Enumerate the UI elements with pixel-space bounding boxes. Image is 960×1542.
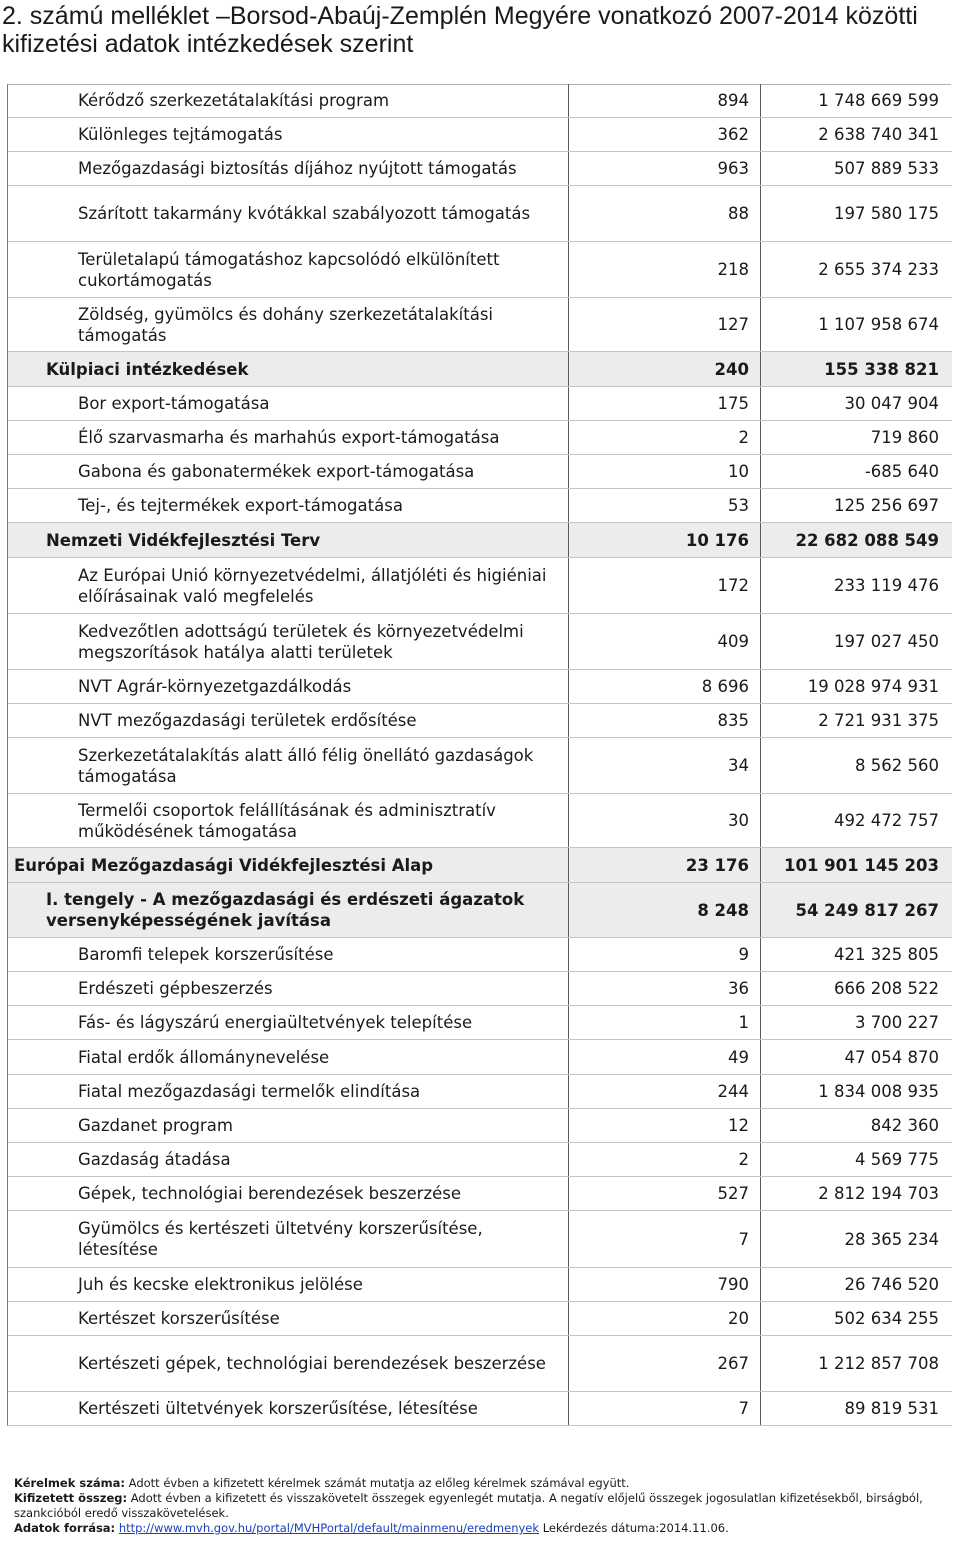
row-request-count: 10 [568,455,755,488]
row-paid-amount: 2 812 194 703 [760,1177,952,1210]
table-row [8,670,952,704]
row-request-count: 127 [568,298,755,351]
row-request-count: 527 [568,1177,755,1210]
row-paid-amount: 842 360 [760,1109,952,1142]
table-row [8,794,952,848]
row-paid-amount: 54 249 817 267 [760,883,952,937]
row-request-count: 240 [568,352,755,386]
row-paid-amount: 3 700 227 [760,1006,952,1039]
table-row [8,1040,952,1075]
table-row [8,1268,952,1302]
row-paid-amount: 1 212 857 708 [760,1336,952,1391]
footnote-requests [14,1476,944,1491]
row-paid-amount: 30 047 904 [760,387,952,420]
row-label: Kertészeti ültetvények korszerűsítése, létesítése [78,1399,478,1418]
row-paid-amount: 19 028 974 931 [760,670,952,703]
table-row [8,421,952,455]
row-request-count: 12 [568,1109,755,1142]
row-request-count: 1 [568,1006,755,1039]
row-label: Kertészet korszerűsítése [78,1309,280,1328]
table-row [8,1392,952,1426]
row-request-count: 267 [568,1336,755,1391]
row-label: NVT Agrár-környezetgazdálkodás [78,677,352,696]
row-request-count: 244 [568,1075,755,1108]
table-row [8,489,952,523]
row-label: Mezőgazdasági biztosítás díjához nyújtott támogatás [78,159,517,178]
row-paid-amount: 2 638 740 341 [760,118,952,151]
table-row [8,242,952,298]
row-request-count: 7 [568,1392,755,1425]
row-label: Nemzeti Vidékfejlesztési Terv [46,530,321,550]
row-request-count: 30 [568,794,755,847]
table-row [8,848,952,883]
row-paid-amount: 507 889 533 [760,152,952,185]
table-row [8,1109,952,1143]
footnotes [14,1476,944,1536]
table-row [8,1075,952,1109]
footnote-amount [14,1491,944,1521]
row-request-count: 88 [568,186,755,241]
table-row [8,186,952,242]
row-paid-amount: 47 054 870 [760,1040,952,1074]
row-request-count: 2 [568,421,755,454]
footnote-amount-key: Kifizetett összeg: [14,1491,128,1505]
table-row [8,1302,952,1336]
table-row [8,614,952,670]
row-paid-amount: 155 338 821 [760,352,952,386]
row-request-count: 790 [568,1268,755,1301]
row-request-count: 9 [568,938,755,971]
row-label: Erdészeti gépbeszerzés [78,979,273,998]
row-label: Az Európai Unió környezetvédelmi, állatjóléti és higiéniai előírásainak való megfelelés [78,565,547,606]
row-label: Baromfi telepek korszerűsítése [78,945,334,964]
row-request-count: 362 [568,118,755,151]
page-title: 2. számú melléklet –Borsod-Abaúj-Zemplén Megyére vonatkozó 2007-2014 közötti kifizetési adatok intézkedések szerint [2,2,918,58]
row-request-count: 23 176 [568,848,755,882]
row-paid-amount: 26 746 520 [760,1268,952,1301]
row-paid-amount: 4 569 775 [760,1143,952,1176]
row-label: Gazdaság átadása [78,1150,231,1169]
row-request-count: 10 176 [568,523,755,557]
row-label: Bor export-támogatása [78,394,270,413]
row-paid-amount: 28 365 234 [760,1211,952,1267]
row-paid-amount: 233 119 476 [760,558,952,613]
table-row [8,738,952,794]
row-request-count: 53 [568,489,755,522]
table-row [8,704,952,738]
row-paid-amount: 8 562 560 [760,738,952,793]
row-label: Termelői csoportok felállításának és adminisztratív működésének támogatása [78,800,496,841]
row-request-count: 34 [568,738,755,793]
table-row [8,1143,952,1177]
row-label: NVT mezőgazdasági területek erdősítése [78,711,417,730]
row-label: Kedvezőtlen adottságú területek és környezetvédelmi megszorítások hatálya alatti területek [78,621,524,662]
row-request-count: 894 [568,84,755,117]
row-request-count: 8 696 [568,670,755,703]
footnote-source-key: Adatok forrása: [14,1521,116,1535]
row-label: Fiatal erdők állománynevelése [78,1047,330,1067]
row-paid-amount: 197 027 450 [760,614,952,669]
footnote-requests-text: Adott évben a kifizetett kérelmek számát mutatja az előleg kérelmek számával együtt. [125,1476,630,1490]
row-request-count: 175 [568,387,755,420]
table-row [8,298,952,352]
table-row [8,523,952,558]
row-paid-amount: 125 256 697 [760,489,952,522]
row-paid-amount: 666 208 522 [760,972,952,1005]
row-paid-amount: 89 819 531 [760,1392,952,1425]
table-row [8,558,952,614]
row-paid-amount: -685 640 [760,455,952,488]
row-label: Szerkezetátalakítás alatt álló félig önellátó gazdaságok támogatása [78,745,534,786]
row-paid-amount: 502 634 255 [760,1302,952,1335]
query-date: Lekérdezés dátuma:2014.11.06. [539,1521,729,1535]
row-paid-amount: 197 580 175 [760,186,952,241]
row-label: Gépek, technológiai berendezések beszerzése [78,1184,462,1203]
table-row [8,455,952,489]
row-paid-amount: 2 655 374 233 [760,242,952,297]
row-request-count: 20 [568,1302,755,1335]
table-row [8,938,952,972]
row-request-count: 218 [568,242,755,297]
row-request-count: 49 [568,1040,755,1074]
row-label: Gazdanet program [78,1116,233,1135]
row-request-count: 8 248 [568,883,755,937]
row-label: Szárított takarmány kvótákkal szabályozott támogatás [78,204,531,223]
row-paid-amount: 1 748 669 599 [760,84,952,117]
row-request-count: 963 [568,152,755,185]
row-paid-amount: 421 325 805 [760,938,952,971]
table-row [8,1211,952,1268]
row-paid-amount: 2 721 931 375 [760,704,952,737]
row-label: Tej-, és tejtermékek export-támogatása [78,496,403,515]
row-label: Gyümölcs és kertészeti ültetvény korszerűsítése, létesítése [78,1219,483,1259]
row-label: Kérődző szerkezetátalakítási program [78,91,390,110]
row-paid-amount: 1 834 008 935 [760,1075,952,1108]
table-row [8,883,952,938]
row-label: Külpiaci intézkedések [46,359,249,379]
row-label: Élő szarvasmarha és marhahús export-támogatása [78,428,500,447]
row-request-count: 172 [568,558,755,613]
row-paid-amount: 719 860 [760,421,952,454]
row-label: Gabona és gabonatermékek export-támogatása [78,462,475,481]
row-paid-amount: 101 901 145 203 [760,848,952,882]
row-request-count: 7 [568,1211,755,1267]
table-row [8,152,952,186]
row-request-count: 409 [568,614,755,669]
table-row [8,118,952,152]
table-row [8,1177,952,1211]
footnote-requests-key: Kérelmek száma: [14,1476,125,1490]
row-label: Európai Mezőgazdasági Vidékfejlesztési Alap [14,855,434,875]
row-label: Fás- és lágyszárú energiaültetvények telepítése [78,1013,473,1032]
table-row [8,1006,952,1040]
row-label: Zöldség, gyümölcs és dohány szerkezetátalakítási támogatás [78,304,494,345]
row-label: Különleges tejtámogatás [78,125,283,144]
row-request-count: 835 [568,704,755,737]
row-label: Területalapú támogatáshoz kapcsolódó elkülönített cukortámogatás [78,249,500,290]
table-row [8,84,952,118]
row-request-count: 2 [568,1143,755,1176]
footnote-source [14,1521,944,1536]
row-paid-amount: 492 472 757 [760,794,952,847]
source-link[interactable]: http://www.mvh.gov.hu/portal/MVHPortal/default/mainmenu/eredmenyek [118,1521,540,1535]
row-paid-amount: 22 682 088 549 [760,523,952,557]
row-label: Juh és kecske elektronikus jelölése [78,1275,363,1294]
row-label: Fiatal mezőgazdasági termelők elindítása [78,1082,421,1101]
table-row [8,1336,952,1392]
table-row [8,972,952,1006]
row-label: Kertészeti gépek, technológiai berendezések beszerzése [78,1354,546,1373]
table-row [8,387,952,421]
row-label: I. tengely - A mezőgazdasági és erdészeti ágazatok versenyképességének javítása [46,890,525,930]
row-paid-amount: 1 107 958 674 [760,298,952,351]
table-row [8,352,952,387]
footnote-amount-text: Adott évben a kifizetett és visszakövetelt összegek egyenlegét mutatja. A negatív előjelű összegek jogosulatlan kifizetésekből, birságból, szankcióból eredő visszakövetelések. [14,1491,923,1520]
row-request-count: 36 [568,972,755,1005]
